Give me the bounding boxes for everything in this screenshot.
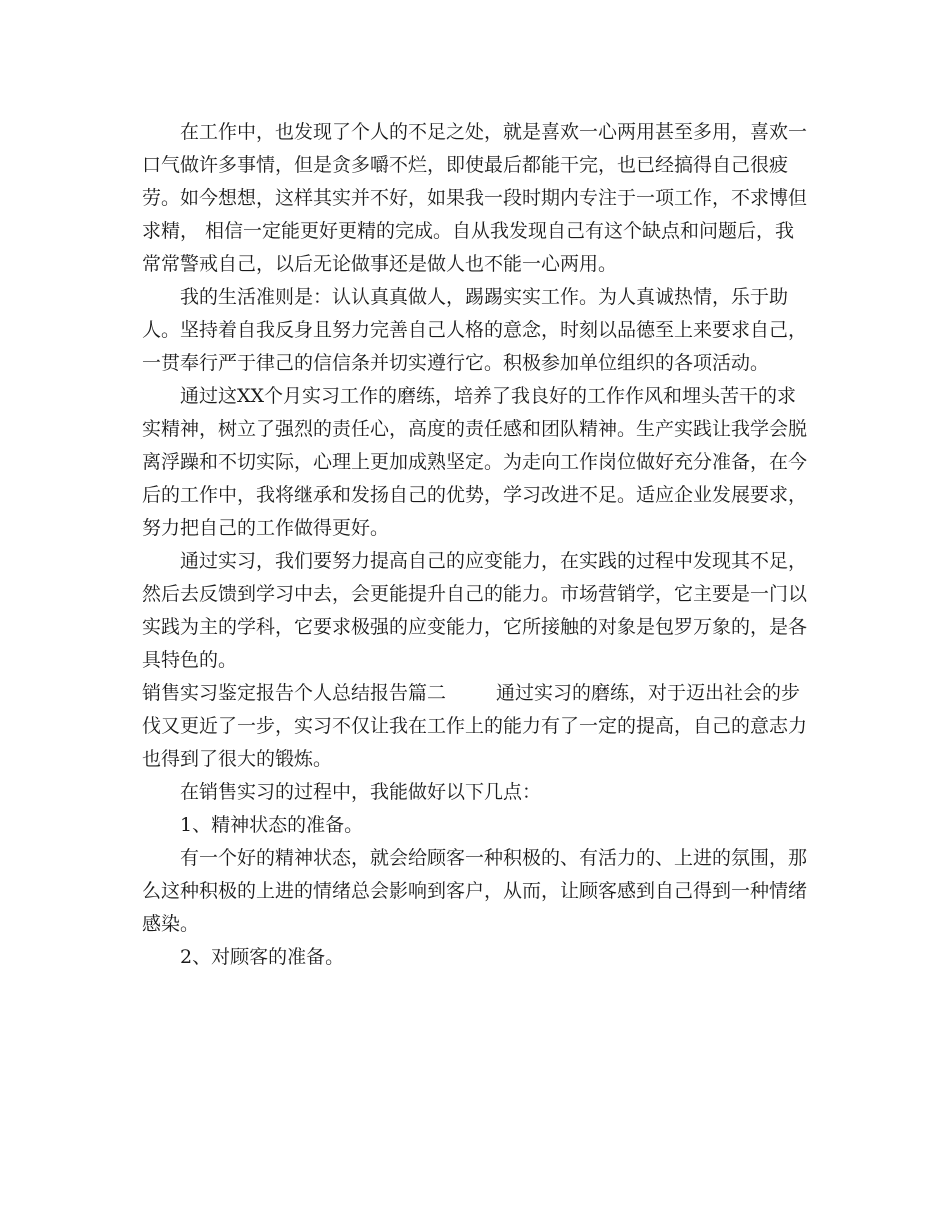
paragraph-section-two bbox=[142, 677, 810, 776]
list-item-customer-prep: 2、对顾客的准备。 bbox=[180, 946, 345, 968]
list-item-mental-state: 1、精神状态的准备。 bbox=[180, 814, 364, 836]
paragraph-adaptability: 通过实习，我们要努力提高自己的应变能力，在实践的过程中发现其不足，然后去反馈到学习中去，会更能提升自己的能力。市场营销学，它主要是一门以实践为主的学科，它要求极强的应变能力，它所接触的对象是包罗万象的，是各具特色的。 bbox=[142, 550, 808, 671]
paragraph-self-reflection: 在工作中，也发现了个人的不足之处，就是喜欢一心两用甚至多用，喜欢一口气做许多事情，但是贪多嚼不烂，即使最后都能干完，也已经搞得自己很疲劳。如今想想，这样其实并不好，如果我一段时期内专注于一项工作，不求博但求精， 相信一定能更好更精的完成。自从我发现自己有这个缺点和问题后，我常常警戒自己，以后无论做事还是做人也不能一心两用。 bbox=[142, 121, 808, 275]
paragraph-life-principles: 我的生活准则是：认认真真做人，踢踢实实工作。为人真诚热情，乐于助人。坚持着自我反身且努力完善自己人格的意念，时刻以品德至上来要求自己，一贯奉行严于律己的信信条并切实遵行它。积极参加单位组织的各项活动。 bbox=[142, 286, 808, 374]
paragraph-sales-points-intro: 在销售实习的过程中，我能做好以下几点： bbox=[180, 781, 542, 803]
paragraph-mental-state-detail: 有一个好的精神状态，就会给顾客一种积极的、有活力的、上进的氛围，那么这种积极的上进的情绪总会影响到客户，从而，让顾客感到自己得到一种情绪感染。 bbox=[142, 847, 808, 935]
section-title: 销售实习鉴定报告个人总结报告篇二 bbox=[142, 682, 447, 704]
section-intro: 通过实习的磨练，对于迈出社会的步伐又更近了一步，实习不仅让我在工作上的能力有了一定的提高，自己的意志力也得到了很大的锻炼。 bbox=[142, 682, 808, 770]
paragraph-internship-training: 通过这XX个月实习工作的磨练，培养了我良好的工作作风和埋头苦干的求实精神，树立了强烈的责任心，高度的责任感和团队精神。生产实践让我学会脱离浮躁和不切实际，心理上更加成熟坚定。为走向工作岗位做好充分准备，在今后的工作中，我将继承和发扬自己的优势，学习改进不足。适应企业发展要求，努力把自己的工作做得更好。 bbox=[142, 385, 808, 539]
document-body bbox=[142, 116, 810, 974]
